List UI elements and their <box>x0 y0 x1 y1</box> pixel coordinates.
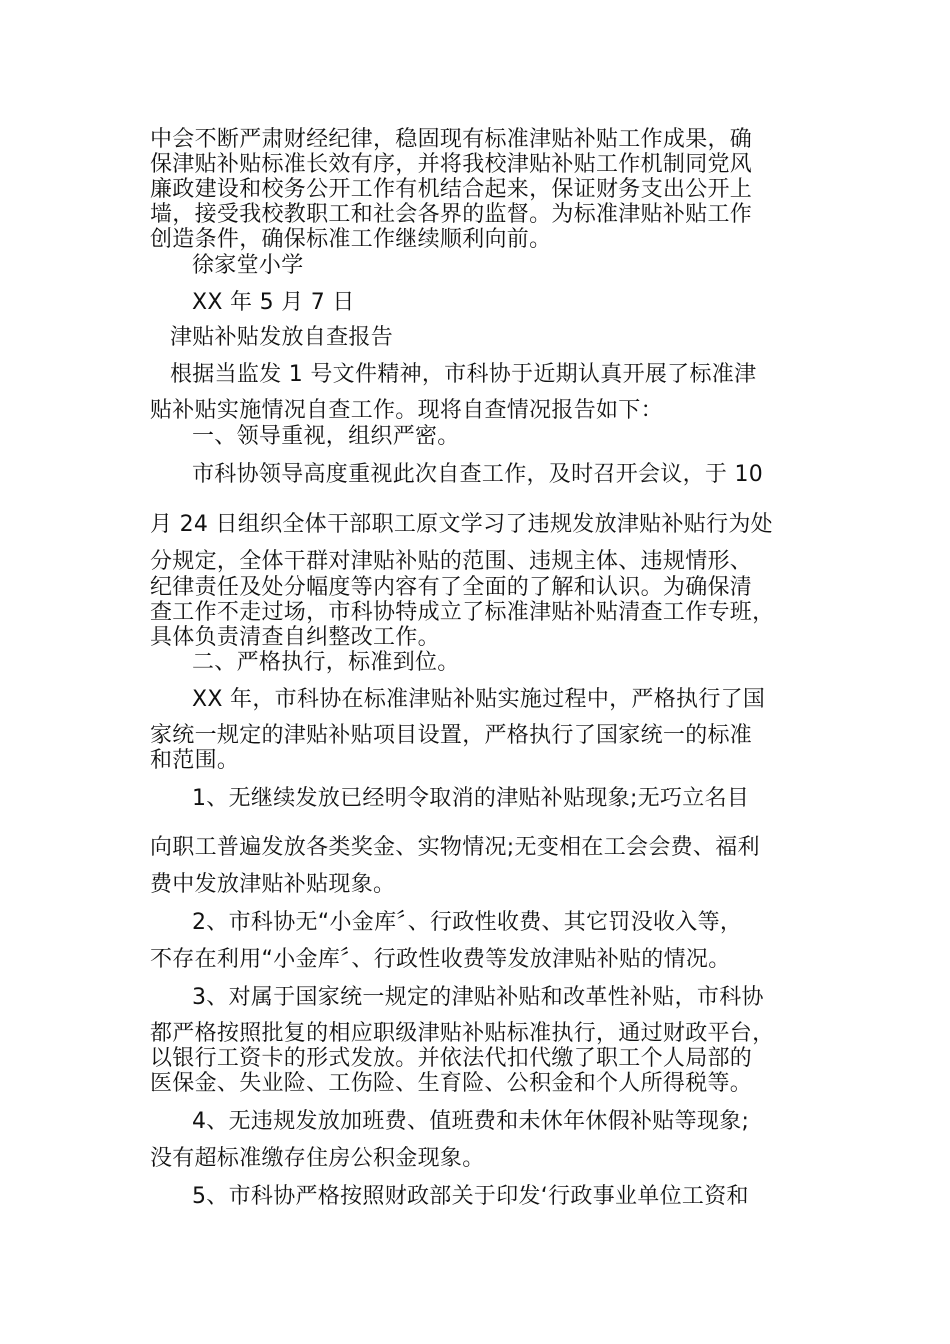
report-title: 津贴补贴发放自查报告 <box>170 325 394 350</box>
paragraph-line: 医保金、失业险、工伤险、生育险、公积金和个人所得税等。 <box>150 1071 753 1096</box>
paragraph-line: 查工作不走过场，市科协特成立了标准津贴补贴清查工作专班， <box>150 600 775 625</box>
paragraph-line: 不存在利用“小金库〞、行政性收费等发放津贴补贴的情况。 <box>150 947 731 972</box>
paragraph-line: 具体负责清查自纠整改工作。 <box>150 625 440 650</box>
paragraph-line: XX 年，市科协在标准津贴补贴实施过程中，严格执行了国 <box>192 687 766 712</box>
paragraph-line: 纪律责任及处分幅度等内容有了全面的了解和认识。为确保清 <box>150 575 753 600</box>
paragraph-line: 4、无违规发放加班费、值班费和未休年休假补贴等现象; <box>192 1109 750 1134</box>
paragraph-line: 向职工普遍发放各类奖金、实物情况;无变相在工会会费、福利 <box>150 835 760 860</box>
paragraph-line: 家统一规定的津贴补贴项目设置，严格执行了国家统一的标准 <box>150 723 753 748</box>
paragraph-line: 中会不断严肃财经纪律，稳固现有标准津贴补贴工作成果，确 <box>150 127 753 152</box>
paragraph-line: 市科协领导高度重视此次自查工作，及时召开会议，于 10 <box>192 462 764 487</box>
paragraph-line: 根据当监发 1 号文件精神，市科协于近期认真开展了标准津 <box>170 362 757 387</box>
paragraph-line: 没有超标准缴存住房公积金现象。 <box>150 1146 485 1171</box>
paragraph-line: 分规定，全体干群对津贴补贴的范围、违规主体、违规情形、 <box>150 549 753 574</box>
section-heading: 二、严格执行，标准到位。 <box>192 650 460 675</box>
paragraph-line: 贴补贴实施情况自查工作。现将自查情况报告如下： <box>150 398 663 423</box>
paragraph-line: 5、市科协严格按照财政部关于印发‘行政事业单位工资和 <box>192 1184 749 1209</box>
paragraph-line: 月 24 日组织全体干部职工原文学习了违规发放津贴补贴行为处 <box>150 512 773 537</box>
paragraph-line: 3、对属于国家统一规定的津贴补贴和改革性补贴，市科协 <box>192 985 764 1010</box>
paragraph-line: 2、市科协无“小金库〞、行政性收费、其它罚没收入等， <box>192 910 743 935</box>
paragraph-line: 保津贴补贴标准长效有序，并将我校津贴补贴工作机制同党风 <box>150 152 753 177</box>
paragraph-line: 创造条件，确保标准工作继续顺利向前。 <box>150 227 552 252</box>
paragraph-line: 1、无继续发放已经明令取消的津贴补贴现象;无巧立名目 <box>192 786 750 811</box>
section-heading: 一、领导重视，组织严密。 <box>192 424 460 449</box>
paragraph-line: 和范围。 <box>150 748 240 773</box>
paragraph-line: 费中发放津贴补贴现象。 <box>150 872 396 897</box>
paragraph-line: 廉政建设和校务公开工作有机结合起来，保证财务支出公开上 <box>150 177 753 202</box>
paragraph-line: 都严格按照批复的相应职级津贴补贴标准执行，通过财政平台， <box>150 1021 775 1046</box>
signature-school: 徐家堂小学 <box>192 253 304 278</box>
paragraph-line: 以银行工资卡的形式发放。并依法代扣代缴了职工个人局部的 <box>150 1046 753 1071</box>
paragraph-line: 墙，接受我校教职工和社会各界的监督。为标准津贴补贴工作 <box>150 202 753 227</box>
signature-date: XX 年 5 月 7 日 <box>192 290 355 315</box>
